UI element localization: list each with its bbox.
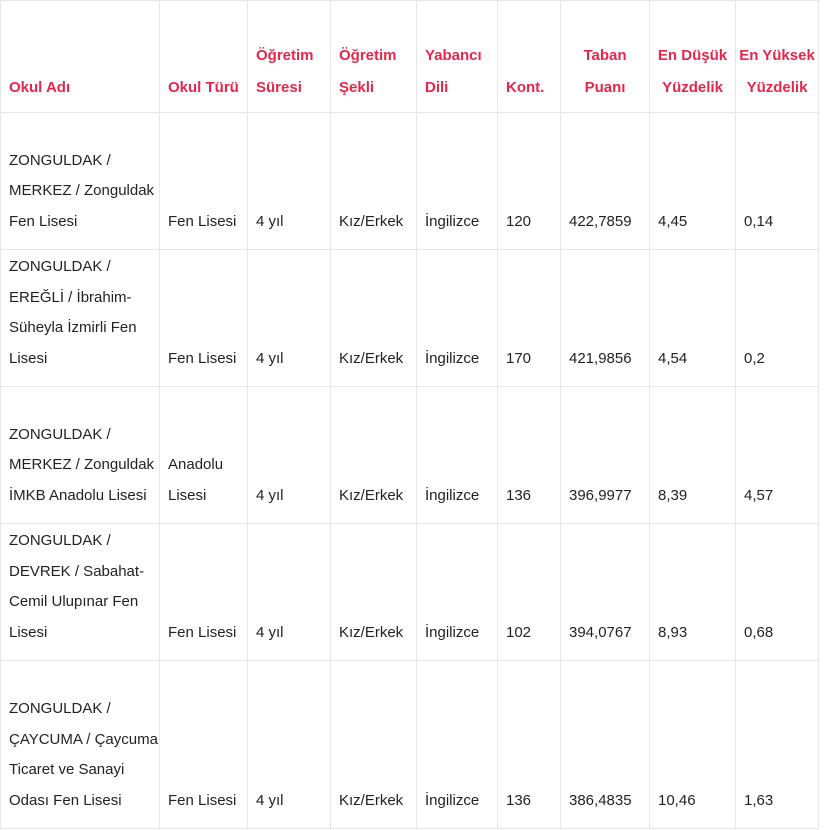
cell-taban-puani: 421,9856 — [561, 250, 650, 387]
cell-taban-puani: 386,4835 — [561, 661, 650, 829]
cell-okul-adi: ZONGULDAK / DEVREK / Sabahat-Cemil Ulupınar Fen Lisesi — [1, 524, 160, 661]
header-okul-adi: Okul Adı — [1, 1, 160, 113]
table-header — [1, 1, 819, 113]
cell-okul-adi: ZONGULDAK / MERKEZ / Zonguldak İMKB Anadolu Lisesi — [1, 387, 160, 524]
cell-ogretim-sekli: Kız/Erkek — [331, 387, 417, 524]
header-yabanci-dili: Yabancı Dili — [417, 1, 498, 113]
cell-taban-puani: 422,7859 — [561, 113, 650, 250]
cell-kont: 170 — [498, 250, 561, 387]
table-row — [1, 387, 819, 524]
cell-en-dusuk: 8,39 — [650, 387, 736, 524]
table-row — [1, 661, 819, 829]
table-row — [1, 113, 819, 250]
header-taban-puani: Taban Puanı — [561, 1, 650, 113]
cell-ogretim-suresi: 4 yıl — [248, 661, 331, 829]
header-row — [1, 1, 819, 113]
cell-en-yuksek: 0,14 — [736, 113, 819, 250]
cell-okul-adi: ZONGULDAK / MERKEZ / Zonguldak Fen Lisesi — [1, 113, 160, 250]
cell-en-yuksek: 0,2 — [736, 250, 819, 387]
cell-kont: 136 — [498, 387, 561, 524]
cell-ogretim-sekli: Kız/Erkek — [331, 524, 417, 661]
cell-kont: 136 — [498, 661, 561, 829]
cell-kont: 120 — [498, 113, 561, 250]
table-row — [1, 250, 819, 387]
cell-yabanci-dili: İngilizce — [417, 113, 498, 250]
cell-ogretim-suresi: 4 yıl — [248, 250, 331, 387]
header-okul-turu: Okul Türü — [160, 1, 248, 113]
cell-en-dusuk: 8,93 — [650, 524, 736, 661]
cell-okul-adi: ZONGULDAK / EREĞLİ / İbrahim-Süheyla İzmirli Fen Lisesi — [1, 250, 160, 387]
cell-ogretim-suresi: 4 yıl — [248, 387, 331, 524]
table-row — [1, 524, 819, 661]
cell-ogretim-sekli: Kız/Erkek — [331, 661, 417, 829]
cell-en-yuksek: 0,68 — [736, 524, 819, 661]
cell-en-dusuk: 4,54 — [650, 250, 736, 387]
header-ogretim-sekli: Öğretim Şekli — [331, 1, 417, 113]
cell-okul-adi: ZONGULDAK / ÇAYCUMA / Çaycuma Ticaret ve Sanayi Odası Fen Lisesi — [1, 661, 160, 829]
cell-okul-turu: Fen Lisesi — [160, 661, 248, 829]
cell-ogretim-suresi: 4 yıl — [248, 113, 331, 250]
cell-ogretim-sekli: Kız/Erkek — [331, 113, 417, 250]
cell-kont: 102 — [498, 524, 561, 661]
cell-yabanci-dili: İngilizce — [417, 250, 498, 387]
table-body — [1, 113, 819, 829]
cell-okul-turu: Fen Lisesi — [160, 250, 248, 387]
cell-yabanci-dili: İngilizce — [417, 524, 498, 661]
cell-okul-turu: Fen Lisesi — [160, 524, 248, 661]
cell-en-dusuk: 10,46 — [650, 661, 736, 829]
cell-en-dusuk: 4,45 — [650, 113, 736, 250]
cell-taban-puani: 396,9977 — [561, 387, 650, 524]
cell-taban-puani: 394,0767 — [561, 524, 650, 661]
cell-yabanci-dili: İngilizce — [417, 387, 498, 524]
header-en-dusuk-yuzdelik: En Düşük Yüzdelik — [650, 1, 736, 113]
cell-en-yuksek: 4,57 — [736, 387, 819, 524]
cell-okul-turu: Anadolu Lisesi — [160, 387, 248, 524]
header-kont: Kont. — [498, 1, 561, 113]
header-ogretim-suresi: Öğretim Süresi — [248, 1, 331, 113]
cell-ogretim-suresi: 4 yıl — [248, 524, 331, 661]
cell-en-yuksek: 1,63 — [736, 661, 819, 829]
header-en-yuksek-yuzdelik: En Yüksek Yüzdelik — [736, 1, 819, 113]
cell-okul-turu: Fen Lisesi — [160, 113, 248, 250]
cell-yabanci-dili: İngilizce — [417, 661, 498, 829]
cell-ogretim-sekli: Kız/Erkek — [331, 250, 417, 387]
